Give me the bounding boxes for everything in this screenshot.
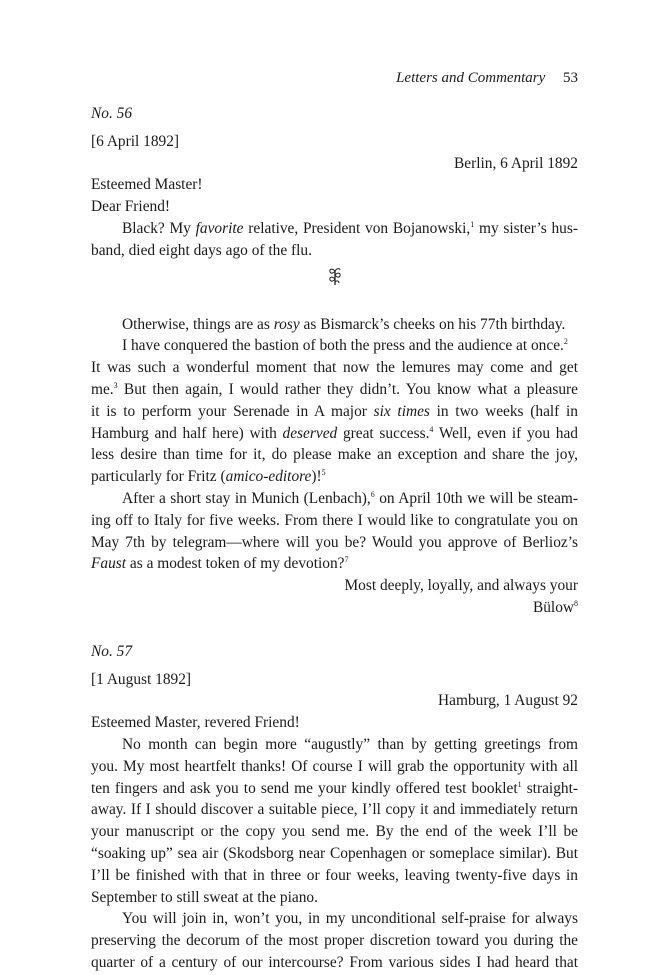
paragraph-line: less desire than time for it, do please make an exception and share the joy, (91, 446, 578, 464)
footnote-ref: 1 (470, 219, 475, 229)
paragraph-line: I have conquered the bastion of both the press and the audience at once.$^2$ (122, 337, 568, 355)
paragraph-line: you. My most heartfelt thanks! Of course I will grab the opportunity with all (91, 757, 578, 775)
footnote-ref: 4 (429, 424, 434, 434)
footnote-ref: 3 (113, 380, 118, 390)
paragraph-line: your manuscript or the copy you send me. By the end of the week I’ll be (91, 823, 578, 841)
signature: Bülow$^8$ (532, 598, 578, 616)
salutation: Esteemed Master, revered Friend! (91, 714, 300, 732)
paragraph-line: Hamburg and half here) with deserved great success.$^4$ Well, even if you had (91, 424, 578, 442)
letter-number: No. 56 (91, 105, 133, 122)
footnote-ref: 1 (517, 779, 522, 789)
letter-place-date: Berlin, 6 April 1892 (454, 154, 578, 172)
page-body (91, 103, 578, 974)
paragraph-line: It was such a wonderful moment that now the lemures may come and get (91, 359, 578, 377)
paragraph-line: You will join in, won’t you, in my unconditional self-praise for always (122, 910, 578, 928)
paragraph-line: ing off to Italy for five weeks. From there I would like to congratulate you on (91, 511, 578, 529)
paragraph-line: away. If I should discover a suitable piece, I’ll copy it and immediately return (91, 801, 578, 819)
paragraph-line: September to still sweat at the piano. (91, 888, 318, 906)
paragraph-line: me.$^3$ But then again, I would rather they didn’t. You know what a pleasure (91, 380, 578, 398)
paragraph-line: No month can begin more “augustly” than by getting greetings from (122, 735, 578, 753)
salutation: Dear Friend! (91, 198, 171, 216)
letter-number: No. 57 (91, 642, 133, 660)
letter-date-bracket: [6 April 1892] (91, 132, 180, 150)
paragraph-line: band, died eight days ago of the flu. (91, 241, 312, 259)
running-title: Letters and Commentary (396, 70, 546, 86)
footnote-ref: 7 (344, 555, 349, 565)
paragraph-line: May 7th by telegram—where will you be? Would you approve of Berlioz’s (91, 533, 578, 551)
footnote-ref: 6 (370, 489, 375, 499)
running-header (396, 70, 578, 87)
paragraph-line: Faust as a modest token of my devotion?$^7$ (91, 555, 349, 573)
footnote-ref: 8 (574, 598, 578, 608)
paragraph-line: I’ll be finished with that in three or four weeks, leaving twenty-five days in (91, 866, 578, 884)
paragraph-line: After a short stay in Munich (Lenbach),$^6$ on April 10th we will be steam- (122, 489, 579, 507)
paragraph-line: particularly for Fritz (amico-editore)!$^5$ (91, 468, 326, 486)
paragraph-line: preserving the decorum of the most proper discretion toward you during the (91, 932, 578, 950)
paragraph-line: Black? My favorite relative, President von Bojanowski,$^1$ my sister’s hus- (122, 219, 578, 237)
paragraph-line: quarter of a century of our intercourse? From various sides I had heard that (91, 953, 578, 971)
letter-place-date: Hamburg, 1 August 92 (438, 692, 578, 710)
section-ornament (91, 262, 578, 302)
paragraph-line: “soaking up” sea air (Skodsborg near Copenhagen or someplace similar). But (91, 844, 578, 862)
paragraph-line: ten fingers and ask you to send me your kindly offered test booklet$^1$ straight- (91, 779, 578, 797)
page-number: 53 (563, 70, 578, 86)
footnote-ref: 2 (563, 337, 568, 347)
floral-ornament-icon (326, 266, 344, 286)
salutation: Esteemed Master! (91, 176, 203, 194)
closing: Most deeply, loyally, and always your (344, 577, 578, 595)
paragraph-line: it is to perform your Serenade in A major six times in two weeks (half in (91, 402, 578, 420)
footnote-ref: 5 (321, 468, 326, 478)
paragraph-line: Otherwise, things are as rosy as Bismarck’s cheeks on his 77th birthday. (122, 315, 566, 333)
letter-date-bracket: [1 August 1892] (91, 670, 192, 688)
